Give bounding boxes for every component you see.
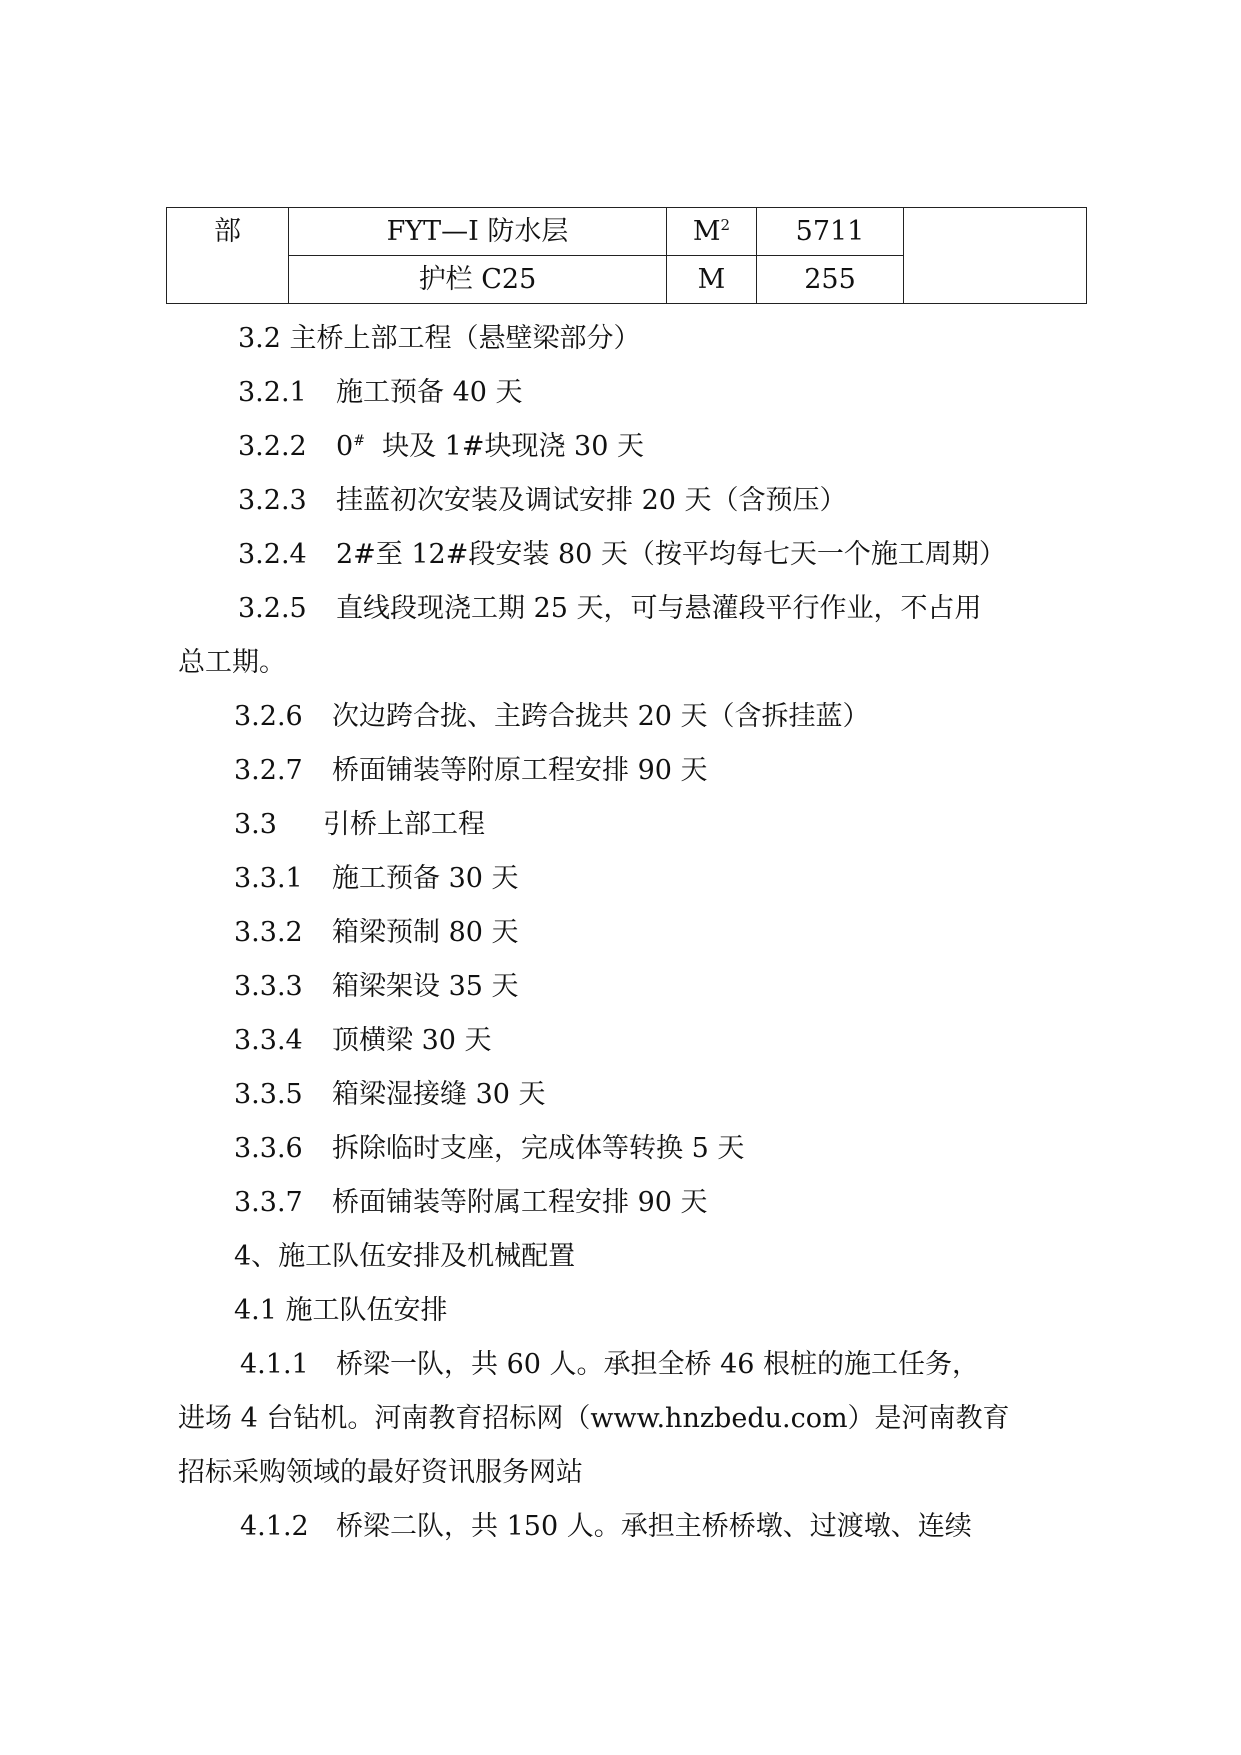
item-text: 箱梁架设 35 天	[332, 971, 519, 1002]
item-text: 次边跨合拢、主跨合拢共 20 天（含拆挂蓝）	[332, 701, 870, 732]
unit-base: M	[692, 216, 721, 247]
item-number: 3.2.1	[238, 377, 307, 408]
list-item	[0, 1021, 1241, 1061]
continuation-line: 进场 4 台钻机。河南教育招标网（www.hnzbedu.com）是河南教育	[178, 1403, 1010, 1434]
item-text: 桥梁二队，共 150 人。承担主桥桥墩、过渡墩、连续	[336, 1511, 972, 1542]
item-number: 3.3.6	[234, 1133, 303, 1164]
section-heading-4-1: 4.1 施工队伍安排	[234, 1295, 448, 1326]
section-heading-4: 4、施工队伍安排及机械配置	[234, 1241, 576, 1272]
continuation-line: 总工期。	[178, 647, 286, 678]
item-text: 拆除临时支座，完成体等转换 5 天	[332, 1133, 745, 1164]
item-number: 3.3.1	[234, 863, 303, 894]
item-text: 施工预备 40 天	[336, 377, 523, 408]
item-text: 引桥上部工程	[323, 809, 485, 840]
item-number: 3.3.7	[234, 1187, 303, 1218]
unit-cell	[667, 256, 757, 304]
note-cell	[904, 208, 1087, 304]
item-text: 桥梁一队，共 60 人。承担全桥 46 根桩的施工任务，	[336, 1349, 980, 1380]
item-number: 3.2.5	[238, 593, 307, 624]
list-item	[0, 751, 1241, 791]
item-number: 3.2.4	[238, 539, 307, 570]
item-number: 3.3.5	[234, 1079, 303, 1110]
unit-base: M	[697, 264, 726, 295]
item-number: 4.1.2	[240, 1511, 309, 1542]
list-item	[0, 373, 1241, 413]
section-heading-3-3	[0, 805, 1241, 845]
list-item	[0, 427, 1241, 467]
list-item	[0, 697, 1241, 737]
item-text: 桥面铺装等附原工程安排 90 天	[332, 755, 708, 786]
list-item	[0, 1075, 1241, 1115]
item-text: 顶横梁 30 天	[332, 1025, 492, 1056]
item-number: 3.2.7	[234, 755, 303, 786]
list-item	[0, 1507, 1241, 1547]
item-number: 3.3.4	[234, 1025, 303, 1056]
list-item	[0, 1129, 1241, 1169]
quantity-table	[166, 207, 1087, 304]
list-item	[0, 967, 1241, 1007]
table-row	[167, 208, 1087, 256]
item-cell: 护栏 C25	[289, 256, 667, 304]
item-text: 2#至 12#段安装 80 天（按平均每七天一个施工周期）	[336, 539, 1006, 570]
item-text: 直线段现浇工期 25 天，可与悬灌段平行作业，不占用	[336, 593, 982, 624]
list-item	[0, 535, 1241, 575]
item-text: 桥面铺装等附属工程安排 90 天	[332, 1187, 708, 1218]
section-heading-3-2: 3.2 主桥上部工程（悬壁梁部分）	[238, 323, 641, 354]
item-text: 挂蓝初次安装及调试安排 20 天（含预压）	[336, 485, 847, 516]
item-cell: FYT—I 防水层	[289, 208, 667, 256]
list-item	[0, 859, 1241, 899]
item-text: 施工预备 30 天	[332, 863, 519, 894]
quantity-cell: 5711	[757, 208, 904, 256]
unit-superscript: 2	[720, 216, 731, 234]
item-number: 4.1.1	[240, 1349, 309, 1380]
list-item	[0, 589, 1241, 629]
item-number: 3.2.2	[238, 431, 307, 462]
item-number: 3.3.2	[234, 917, 303, 948]
list-item	[0, 1183, 1241, 1223]
item-number: 3.3	[234, 809, 277, 840]
unit-cell	[667, 208, 757, 256]
list-item	[0, 913, 1241, 953]
quantity-cell: 255	[757, 256, 904, 304]
section-label-cell: 部	[167, 208, 289, 304]
item-text: 0# 块及 1#块现浇 30 天	[336, 431, 644, 462]
item-number: 3.3.3	[234, 971, 303, 1002]
item-text: 箱梁湿接缝 30 天	[332, 1079, 546, 1110]
list-item	[0, 481, 1241, 521]
list-item	[0, 1345, 1241, 1385]
continuation-line: 招标采购领域的最好资讯服务网站	[178, 1457, 583, 1488]
item-number: 3.2.3	[238, 485, 307, 516]
item-text: 箱梁预制 80 天	[332, 917, 519, 948]
item-number: 3.2.6	[234, 701, 303, 732]
